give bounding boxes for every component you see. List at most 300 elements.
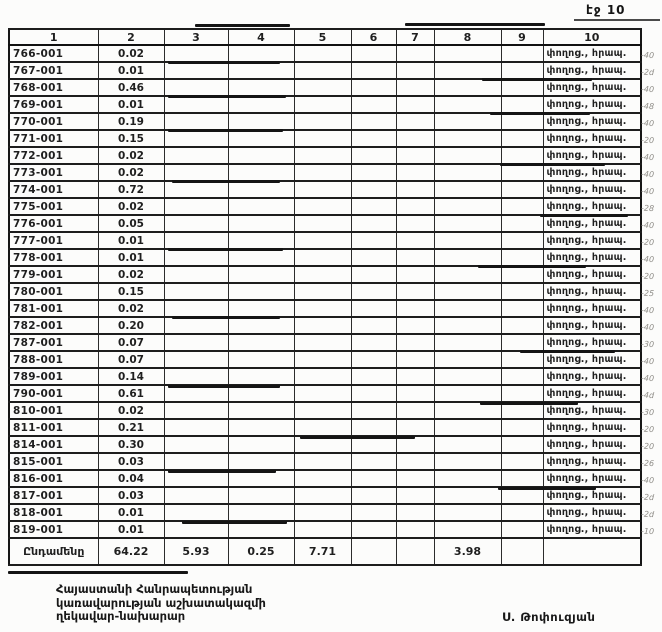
totals-col-9 [501, 538, 543, 565]
row-code-cell: 772-001 [9, 147, 98, 164]
row-value-cell: 0.20 [98, 317, 164, 334]
margin-mark: -40 [640, 186, 655, 197]
row-note-cell: փողոց., հրապ. [543, 368, 641, 385]
empty-cell [294, 368, 351, 385]
empty-cell [396, 198, 434, 215]
empty-cell [294, 164, 351, 181]
row-note-cell: փողոց., հրապ. [543, 215, 641, 232]
empty-cell [396, 45, 434, 62]
empty-cell [434, 79, 501, 96]
totals-row [9, 538, 641, 565]
scan-smudge [168, 470, 276, 473]
empty-cell [396, 181, 434, 198]
row-note-cell: փողոց., հրապ. [543, 487, 641, 504]
scan-smudge [540, 214, 628, 217]
table-row [9, 266, 641, 283]
row-code-cell: 767-001 [9, 62, 98, 79]
footer-line-3: ղեկավար-նախարար [56, 609, 186, 623]
empty-cell [164, 351, 228, 368]
margin-mark: -40 [640, 220, 655, 231]
empty-cell [164, 113, 228, 130]
table-row [9, 181, 641, 198]
empty-cell [396, 334, 434, 351]
table-row [9, 453, 641, 470]
empty-cell [294, 334, 351, 351]
empty-cell [351, 504, 396, 521]
empty-cell [164, 368, 228, 385]
scan-smudge [168, 129, 283, 132]
scan-smudge [168, 95, 286, 98]
row-value-cell: 0.03 [98, 453, 164, 470]
scan-smudge [300, 436, 415, 439]
empty-cell [164, 266, 228, 283]
empty-cell [164, 79, 228, 96]
table-row [9, 62, 641, 79]
empty-cell [228, 436, 294, 453]
row-value-cell: 0.01 [98, 249, 164, 266]
row-code-cell: 815-001 [9, 453, 98, 470]
table-row [9, 198, 641, 215]
row-value-cell: 0.02 [98, 198, 164, 215]
empty-cell [396, 521, 434, 538]
stray-scan-line [574, 19, 660, 21]
empty-cell [164, 147, 228, 164]
empty-cell [434, 300, 501, 317]
margin-mark: -40 [640, 322, 655, 333]
row-note-cell: փողոց., հրապ. [543, 130, 641, 147]
empty-cell [164, 453, 228, 470]
table-row [9, 317, 641, 334]
empty-cell [294, 198, 351, 215]
margin-mark: -20 [640, 441, 655, 452]
empty-cell [501, 368, 543, 385]
row-value-cell: 0.02 [98, 266, 164, 283]
row-note-cell: փողոց., հրապ. [543, 300, 641, 317]
margin-mark: -40 [640, 84, 655, 95]
row-value-cell: 0.46 [98, 79, 164, 96]
row-note-cell: փողոց., հրապ. [543, 436, 641, 453]
table-row [9, 79, 641, 96]
row-value-cell: 0.01 [98, 504, 164, 521]
empty-cell [396, 147, 434, 164]
row-code-cell: 818-001 [9, 504, 98, 521]
margin-mark: -25 [640, 288, 655, 299]
row-value-cell: 0.61 [98, 385, 164, 402]
empty-cell [501, 164, 543, 181]
empty-cell [351, 96, 396, 113]
margin-mark: -40 [640, 254, 655, 265]
empty-cell [501, 317, 543, 334]
table-row [9, 113, 641, 130]
empty-cell [164, 45, 228, 62]
empty-cell [396, 351, 434, 368]
empty-cell [228, 62, 294, 79]
empty-cell [351, 300, 396, 317]
empty-cell [501, 385, 543, 402]
row-note-cell: փողոց., հրապ. [543, 181, 641, 198]
empty-cell [351, 113, 396, 130]
scan-smudge [195, 24, 290, 27]
header-col-5: 5 [294, 29, 351, 45]
row-value-cell: 0.02 [98, 300, 164, 317]
empty-cell [396, 453, 434, 470]
empty-cell [228, 198, 294, 215]
table-row [9, 147, 641, 164]
scan-smudge [405, 23, 545, 26]
scan-smudge [520, 350, 615, 353]
empty-cell [396, 317, 434, 334]
row-code-cell: 810-001 [9, 402, 98, 419]
row-value-cell: 0.02 [98, 45, 164, 62]
empty-cell [351, 385, 396, 402]
empty-cell [396, 266, 434, 283]
empty-cell [294, 147, 351, 164]
empty-cell [351, 521, 396, 538]
header-col-7: 7 [396, 29, 434, 45]
table-row [9, 300, 641, 317]
row-note-cell: փողոց., հրապ. [543, 419, 641, 436]
empty-cell [228, 487, 294, 504]
row-code-cell: 780-001 [9, 283, 98, 300]
table-row [9, 368, 641, 385]
totals-col-4: 0.25 [228, 538, 294, 565]
header-col-6: 6 [351, 29, 396, 45]
empty-cell [396, 130, 434, 147]
margin-mark: -20 [640, 135, 655, 146]
row-note-cell: փողոց., հրապ. [543, 45, 641, 62]
empty-cell [294, 453, 351, 470]
empty-cell [351, 402, 396, 419]
margin-mark: -40 [640, 356, 655, 367]
signatory-name: Ս. Թոփուզյան [502, 610, 596, 624]
empty-cell [434, 96, 501, 113]
empty-cell [294, 130, 351, 147]
empty-cell [294, 232, 351, 249]
empty-cell [501, 130, 543, 147]
margin-mark: -10 [640, 526, 655, 537]
empty-cell [501, 249, 543, 266]
empty-cell [351, 147, 396, 164]
empty-cell [164, 300, 228, 317]
empty-cell [351, 487, 396, 504]
footer-line-2: կառավարության աշխատակազմի [56, 595, 266, 610]
empty-cell [351, 62, 396, 79]
scan-smudge [480, 402, 578, 405]
empty-cell [501, 521, 543, 538]
empty-cell [294, 419, 351, 436]
empty-cell [164, 164, 228, 181]
row-value-cell: 0.15 [98, 283, 164, 300]
row-code-cell: 790-001 [9, 385, 98, 402]
empty-cell [164, 198, 228, 215]
row-value-cell: 0.72 [98, 181, 164, 198]
row-note-cell: փողոց., հրապ. [543, 317, 641, 334]
margin-mark: -30 [640, 407, 655, 418]
data-table [8, 28, 642, 566]
empty-cell [501, 232, 543, 249]
row-note-cell: փողոց., հրապ. [543, 249, 641, 266]
empty-cell [434, 317, 501, 334]
empty-cell [501, 504, 543, 521]
empty-cell [351, 45, 396, 62]
empty-cell [434, 181, 501, 198]
row-code-cell: 788-001 [9, 351, 98, 368]
row-code-cell: 816-001 [9, 470, 98, 487]
header-col-1: 1 [9, 29, 98, 45]
empty-cell [396, 164, 434, 181]
table-row [9, 96, 641, 113]
margin-mark: -28 [640, 203, 655, 214]
empty-cell [396, 283, 434, 300]
row-value-cell: 0.05 [98, 215, 164, 232]
empty-cell [294, 385, 351, 402]
row-value-cell: 0.19 [98, 113, 164, 130]
margin-mark: -20 [640, 237, 655, 248]
empty-cell [228, 317, 294, 334]
empty-cell [501, 45, 543, 62]
empty-cell [294, 402, 351, 419]
header-col-4: 4 [228, 29, 294, 45]
row-code-cell: 773-001 [9, 164, 98, 181]
table-row [9, 164, 641, 181]
empty-cell [434, 249, 501, 266]
empty-cell [501, 215, 543, 232]
empty-cell [351, 351, 396, 368]
row-note-cell: փողոց., հրապ. [543, 470, 641, 487]
empty-cell [228, 96, 294, 113]
empty-cell [294, 487, 351, 504]
margin-mark: -4d [640, 390, 655, 401]
page-number-label: էջ 10 [586, 3, 626, 17]
scan-smudge [168, 385, 280, 388]
empty-cell [228, 300, 294, 317]
table-row [9, 470, 641, 487]
row-value-cell: 0.14 [98, 368, 164, 385]
row-value-cell: 0.21 [98, 419, 164, 436]
empty-cell [228, 181, 294, 198]
table-row [9, 521, 641, 538]
margin-mark: -2d [640, 509, 655, 520]
empty-cell [164, 419, 228, 436]
empty-cell [396, 368, 434, 385]
scan-smudge [478, 265, 586, 268]
row-code-cell: 775-001 [9, 198, 98, 215]
empty-cell [434, 283, 501, 300]
margin-mark: -40 [640, 118, 655, 129]
table-row [9, 130, 641, 147]
empty-cell [294, 96, 351, 113]
table-row [9, 419, 641, 436]
empty-cell [164, 62, 228, 79]
empty-cell [396, 96, 434, 113]
header-row [9, 29, 641, 45]
empty-cell [164, 130, 228, 147]
empty-cell [228, 147, 294, 164]
row-code-cell: 782-001 [9, 317, 98, 334]
empty-cell [434, 419, 501, 436]
empty-cell [164, 181, 228, 198]
scan-smudge [500, 163, 605, 166]
empty-cell [351, 232, 396, 249]
empty-cell [434, 198, 501, 215]
empty-cell [434, 351, 501, 368]
empty-cell [396, 487, 434, 504]
row-value-cell: 0.15 [98, 130, 164, 147]
empty-cell [501, 470, 543, 487]
scan-smudge [172, 180, 280, 183]
empty-cell [164, 317, 228, 334]
row-note-cell: փողոց., հրապ. [543, 351, 641, 368]
margin-mark: -26 [640, 458, 655, 469]
empty-cell [396, 402, 434, 419]
empty-cell [434, 487, 501, 504]
empty-cell [228, 113, 294, 130]
empty-cell [294, 504, 351, 521]
empty-cell [164, 96, 228, 113]
empty-cell [351, 215, 396, 232]
header-col-10: 10 [543, 29, 641, 45]
margin-mark: -40 [640, 169, 655, 180]
row-code-cell: 819-001 [9, 521, 98, 538]
totals-col-7 [396, 538, 434, 565]
row-code-cell: 777-001 [9, 232, 98, 249]
empty-cell [294, 249, 351, 266]
empty-cell [351, 470, 396, 487]
table-row [9, 45, 641, 62]
totals-col-10 [543, 538, 641, 565]
empty-cell [351, 266, 396, 283]
empty-cell [294, 181, 351, 198]
totals-col-3: 5.93 [164, 538, 228, 565]
empty-cell [501, 62, 543, 79]
empty-cell [434, 130, 501, 147]
empty-cell [294, 45, 351, 62]
scan-smudge [498, 487, 596, 490]
empty-cell [351, 249, 396, 266]
empty-cell [501, 334, 543, 351]
table-header [9, 29, 641, 45]
row-note-cell: փողոց., հրապ. [543, 62, 641, 79]
empty-cell [434, 504, 501, 521]
footer-signatory-block [56, 583, 266, 624]
margin-mark: -2d [640, 492, 655, 503]
margin-mark: -40 [640, 475, 655, 486]
row-code-cell: 770-001 [9, 113, 98, 130]
scan-smudge [168, 248, 283, 251]
row-note-cell: փողոց., հրապ. [543, 96, 641, 113]
empty-cell [351, 419, 396, 436]
row-code-cell: 789-001 [9, 368, 98, 385]
row-note-cell: փողոց., հրապ. [543, 504, 641, 521]
empty-cell [396, 249, 434, 266]
row-value-cell: 0.07 [98, 334, 164, 351]
empty-cell [228, 164, 294, 181]
table-row [9, 283, 641, 300]
empty-cell [228, 283, 294, 300]
empty-cell [164, 487, 228, 504]
row-code-cell: 811-001 [9, 419, 98, 436]
empty-cell [396, 470, 434, 487]
empty-cell [294, 113, 351, 130]
table-footer [9, 538, 641, 565]
empty-cell [501, 181, 543, 198]
empty-cell [501, 198, 543, 215]
row-note-cell: փողոց., հրապ. [543, 334, 641, 351]
table-row [9, 351, 641, 368]
empty-cell [294, 317, 351, 334]
margin-mark: -20 [640, 271, 655, 282]
empty-cell [228, 130, 294, 147]
margin-mark: -40 [640, 152, 655, 163]
margin-mark: -20 [640, 424, 655, 435]
row-code-cell: 774-001 [9, 181, 98, 198]
margin-mark: -40 [640, 305, 655, 316]
empty-cell [228, 453, 294, 470]
row-value-cell: 0.01 [98, 232, 164, 249]
empty-cell [228, 368, 294, 385]
empty-cell [434, 45, 501, 62]
scan-smudge [182, 521, 287, 524]
row-note-cell: փողոց., հրապ. [543, 198, 641, 215]
header-col-8: 8 [434, 29, 501, 45]
empty-cell [228, 232, 294, 249]
margin-marks-column [641, 47, 662, 540]
empty-cell [351, 368, 396, 385]
empty-cell [164, 249, 228, 266]
empty-cell [434, 521, 501, 538]
totals-col-8: 3.98 [434, 538, 501, 565]
row-code-cell: 814-001 [9, 436, 98, 453]
header-col-2: 2 [98, 29, 164, 45]
row-code-cell: 779-001 [9, 266, 98, 283]
row-note-cell: փողոց., հրապ. [543, 402, 641, 419]
row-code-cell: 771-001 [9, 130, 98, 147]
row-code-cell: 781-001 [9, 300, 98, 317]
empty-cell [396, 113, 434, 130]
row-code-cell: 787-001 [9, 334, 98, 351]
empty-cell [434, 232, 501, 249]
empty-cell [164, 283, 228, 300]
empty-cell [501, 113, 543, 130]
empty-cell [434, 113, 501, 130]
empty-cell [351, 453, 396, 470]
empty-cell [228, 419, 294, 436]
empty-cell [396, 79, 434, 96]
empty-cell [294, 283, 351, 300]
row-value-cell: 0.01 [98, 62, 164, 79]
empty-cell [294, 62, 351, 79]
totals-col-6 [351, 538, 396, 565]
empty-cell [501, 300, 543, 317]
row-value-cell: 0.07 [98, 351, 164, 368]
empty-cell [164, 436, 228, 453]
row-note-cell: փողոց., հրապ. [543, 164, 641, 181]
row-note-cell: փողոց., հրապ. [543, 453, 641, 470]
empty-cell [228, 249, 294, 266]
row-value-cell: 0.03 [98, 487, 164, 504]
row-value-cell: 0.30 [98, 436, 164, 453]
row-note-cell: փողոց., հրապ. [543, 283, 641, 300]
empty-cell [351, 130, 396, 147]
footer-line-1: Հայաստանի Հանրապետության [56, 582, 253, 596]
row-value-cell: 0.01 [98, 521, 164, 538]
row-value-cell: 0.02 [98, 147, 164, 164]
row-code-cell: 766-001 [9, 45, 98, 62]
empty-cell [501, 96, 543, 113]
row-note-cell: փողոց., հրապ. [543, 521, 641, 538]
empty-cell [434, 266, 501, 283]
margin-mark: -30 [640, 339, 655, 350]
